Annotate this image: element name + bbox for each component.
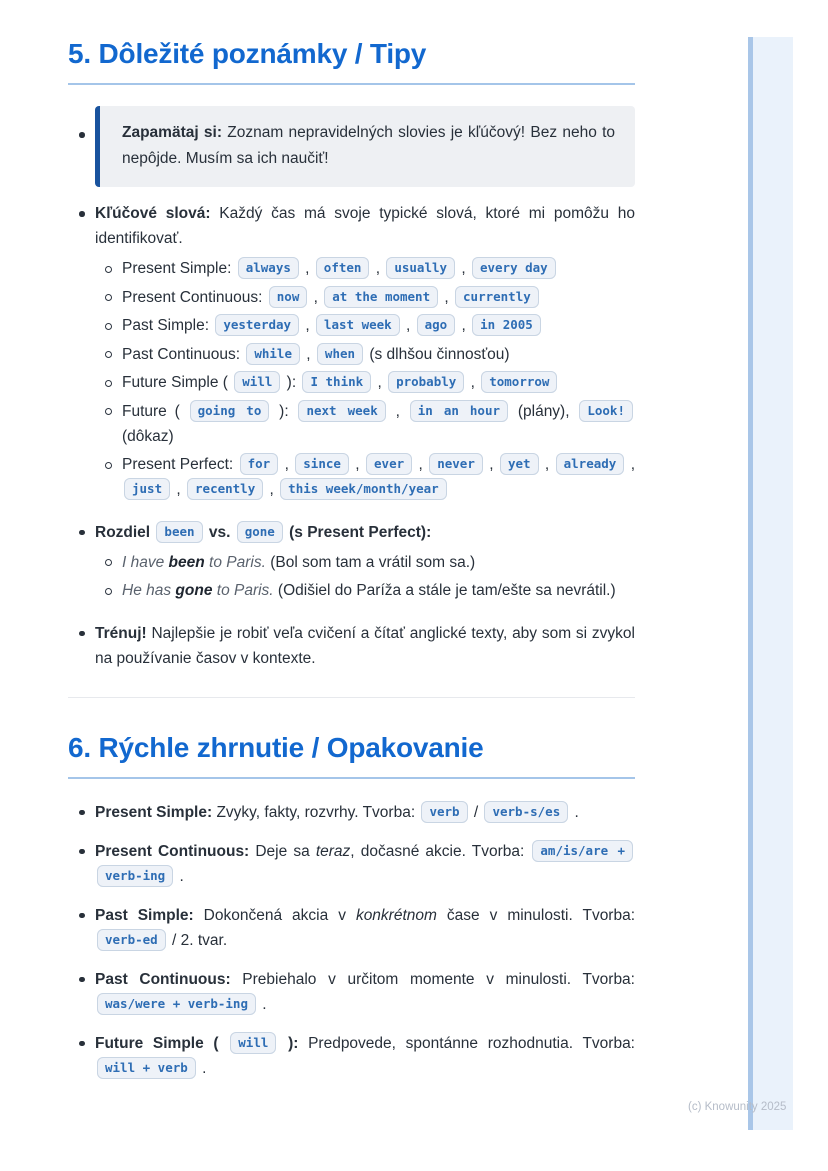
text-run: ): [282, 374, 301, 392]
text-run: Kľúčové slová: [95, 205, 211, 223]
text-run: Past Simple: [95, 906, 194, 924]
text-run: / [469, 803, 483, 821]
callout-list-item [68, 106, 635, 187]
sub-list-item-text [122, 550, 635, 575]
text-run: (dôkaz) [122, 427, 174, 445]
sub-list-item-text [122, 313, 635, 338]
code-chip: will [234, 371, 280, 393]
sub-list [95, 256, 635, 502]
text-run: , [302, 345, 315, 363]
text-run: gone [175, 582, 213, 600]
section-important-notes [68, 38, 635, 671]
text-run: , [626, 456, 636, 474]
text-run: konkrétnom [355, 906, 437, 924]
text-run: Prebiehalo v určitom momente v minulosti. Tvorba: [230, 970, 635, 988]
text-run: , [371, 260, 385, 278]
circle-bullet-marker [95, 285, 122, 310]
sub-list-item-content [122, 285, 635, 310]
text-run: , [401, 317, 415, 335]
code-chip: every day [472, 257, 556, 279]
disc-bullet-marker [68, 839, 95, 889]
text-run: , [350, 456, 365, 474]
bullet-dot [79, 631, 85, 637]
code-chip: verb [421, 801, 467, 823]
sub-list-item-content [122, 399, 635, 449]
bullet-dot [105, 323, 112, 330]
copyright-footer: (c) Knowunity 2025 [688, 1101, 787, 1113]
section-divider [68, 697, 635, 698]
text-run: , [540, 456, 554, 474]
code-chip: yesterday [215, 314, 299, 336]
code-chip: tomorrow [481, 371, 557, 393]
code-chip: currently [455, 286, 539, 308]
bullet-dot [105, 588, 112, 595]
disc-bullet-marker [68, 967, 95, 1017]
bullet-dot [79, 810, 85, 816]
disc-bullet-marker [68, 106, 95, 187]
text-run: (s dlhšou činnosťou) [365, 345, 510, 363]
code-chip: while [246, 343, 300, 365]
document-content [68, 0, 635, 1095]
text-run: Present Perfect: [122, 456, 238, 474]
text-run: , [373, 374, 387, 392]
sub-list-item [95, 256, 635, 281]
text-run: Zvyky, fakty, rozvrhy. Tvorba: [212, 803, 420, 821]
disc-bullet-marker [68, 1031, 95, 1081]
list-item-text [95, 967, 635, 1017]
code-chip: just [124, 478, 170, 500]
text-run: , [457, 317, 471, 335]
text-run: Dokončená akcia v [193, 906, 356, 924]
text-run: , [309, 288, 323, 306]
code-chip: ago [417, 314, 456, 336]
sub-list-item [95, 370, 635, 395]
text-run: Future Simple ( [95, 1034, 219, 1052]
bullet-dot [79, 132, 85, 138]
text-run: . [197, 1059, 207, 1077]
sub-list-item [95, 399, 635, 449]
code-chip: since [295, 453, 349, 475]
text-run: (Bol som tam a vrátil som sa.) [265, 553, 476, 571]
text-run: Present Continuous: [95, 842, 250, 860]
bullet-dot [105, 559, 112, 566]
text-run: Zoznam nepravidelných slovies je kľúčový! Bez neho to nepôjde. Musím sa ich naučiť! [122, 124, 616, 168]
sub-list-item-text [122, 370, 635, 395]
text-run: , [440, 288, 454, 306]
text-run: . [175, 867, 184, 885]
text-run: Každý čas má svoje typické slová, ktoré mi pomôžu ho identifikovať. [95, 205, 635, 248]
text-run: vs. [204, 523, 235, 541]
section-quick-summary [68, 732, 635, 1081]
code-chip: I think [302, 371, 371, 393]
text-run: Predpovede, spontánne rozhodnutia. Tvorba: [298, 1034, 635, 1052]
list-item-text [95, 201, 635, 251]
heading-underline [68, 777, 635, 779]
text-run: , [457, 260, 470, 278]
list-item-text [95, 621, 635, 671]
circle-bullet-marker [95, 578, 122, 603]
circle-bullet-marker [95, 370, 122, 395]
text-run: teraz [315, 842, 351, 860]
circle-bullet-marker [95, 313, 122, 338]
list-item-content [95, 106, 635, 187]
code-chip: verb-ed [97, 929, 166, 951]
text-run: , [265, 481, 279, 499]
list-item [68, 621, 635, 671]
code-chip: last week [316, 314, 400, 336]
code-chip: usually [386, 257, 455, 279]
sub-list-item [95, 550, 635, 575]
code-chip: next week [298, 400, 385, 422]
sub-list-item [95, 452, 635, 502]
list-item [68, 903, 635, 953]
text-run: . [570, 803, 579, 821]
text-run: Rozdiel [95, 523, 155, 541]
text-run: Future Simple ( [122, 374, 233, 392]
text-run: Trénuj! [95, 624, 147, 642]
sub-list-item [95, 342, 635, 367]
text-run: Present Simple: [95, 803, 213, 821]
list-item-content [95, 621, 635, 671]
text-run: (Odišiel do Paríža a stále je tam/ešte sa nevrátil.) [273, 582, 616, 600]
disc-bullet-marker [68, 520, 95, 607]
bullet-dot [105, 408, 112, 415]
sub-list-item [95, 285, 635, 310]
circle-bullet-marker [95, 399, 122, 449]
text-run: , [300, 260, 314, 278]
code-chip: going to [190, 400, 270, 422]
text-run: (s Present Perfect): [284, 523, 432, 541]
disc-bullet-marker [68, 903, 95, 953]
list-item [68, 839, 635, 889]
code-chip: am/is/are + verb-ing [97, 840, 633, 887]
section-5-title: 5. Dôležité poznámky / Tipy [68, 38, 427, 69]
list-item-content [95, 839, 635, 889]
bullet-dot [105, 351, 112, 358]
text-run: Present Simple: [122, 260, 236, 278]
text-run: , [301, 317, 314, 335]
text-run: Zapamätaj si: [122, 124, 223, 142]
sub-list [95, 550, 635, 604]
code-chip: gone [237, 521, 283, 543]
sub-list-item-content [122, 550, 635, 575]
text-run: (plány), [510, 402, 578, 420]
text-run: , [387, 402, 408, 420]
text-run: Deje sa [249, 842, 316, 860]
sub-list-item-text [122, 578, 635, 603]
bullet-dot [105, 294, 112, 301]
sub-list-item-content [122, 452, 635, 502]
bullet-dot [105, 380, 112, 387]
list-item-text [95, 520, 635, 545]
text-run: / 2. tvar. [167, 931, 228, 949]
code-chip: was/were + verb-ing [97, 993, 256, 1015]
code-chip: verb-s/es [484, 801, 568, 823]
text-run: He has [122, 582, 176, 600]
list-item-content [95, 520, 635, 607]
sub-list-item-text [122, 399, 635, 449]
bullet-dot [105, 462, 112, 469]
text-run: . [258, 995, 267, 1013]
section-6-title: 6. Rýchle zhrnutie / Opakovanie [68, 731, 484, 763]
sub-list-item-text [122, 342, 635, 367]
list-item-text [95, 800, 635, 825]
code-chip: yet [500, 453, 539, 475]
text-run: Najlepšie je robiť veľa cvičení a čítať anglické texty, aby som si zvykol na používanie časov v kontexte. [95, 624, 635, 667]
code-chip: often [316, 257, 370, 279]
text-run: been [168, 553, 205, 571]
bullet-dot [79, 913, 85, 919]
sub-list-item-content [122, 256, 635, 281]
callout-text [122, 120, 615, 172]
text-run: Past Continuous: [95, 970, 231, 988]
text-run: , [484, 456, 498, 474]
next-page-edge [748, 37, 793, 1130]
text-run: , [414, 456, 428, 474]
list-item-text [95, 903, 635, 953]
code-chip: for [240, 453, 279, 475]
list-item-text [95, 839, 635, 889]
bullet-dot [79, 977, 85, 983]
text-run: ): [288, 1034, 299, 1052]
disc-bullet-marker [68, 621, 95, 671]
sub-list-item-content [122, 578, 635, 603]
code-chip: will [230, 1032, 276, 1054]
list-item [68, 201, 635, 506]
heading-underline [68, 83, 635, 85]
text-run [219, 1035, 229, 1052]
code-chip: this week/month/year [280, 478, 447, 500]
text-run: , [280, 456, 294, 474]
text-run: to Paris. [204, 553, 266, 571]
list-item [68, 1031, 635, 1081]
text-run: , [466, 374, 480, 392]
bullet-dot [79, 530, 85, 536]
code-chip: never [429, 453, 483, 475]
code-chip: always [238, 257, 299, 279]
code-chip: in 2005 [472, 314, 541, 336]
sub-list-item [95, 313, 635, 338]
code-chip: recently [187, 478, 263, 500]
bullet-dot [105, 266, 112, 273]
list-item [68, 967, 635, 1017]
text-run: ): [271, 402, 297, 420]
callout-box [95, 106, 635, 187]
code-chip: already [556, 453, 625, 475]
bullet-dot [79, 211, 85, 217]
bullet-dot [79, 849, 85, 855]
sub-list-item-content [122, 342, 635, 367]
code-chip: will + verb [97, 1057, 196, 1079]
section-5-body [68, 106, 635, 671]
code-chip: in an hour [410, 400, 508, 422]
text-run: čase v minulosti. Tvorba: [436, 906, 636, 924]
bullet-dot [79, 1041, 85, 1047]
code-chip: probably [388, 371, 464, 393]
sub-list-item-text [122, 256, 635, 281]
code-chip: ever [366, 453, 412, 475]
disc-bullet-marker [68, 800, 95, 825]
list-item-text [95, 1031, 635, 1081]
text-run [278, 1035, 288, 1052]
circle-bullet-marker [95, 452, 122, 502]
code-chip: now [269, 286, 308, 308]
text-run: Past Simple: [122, 317, 214, 335]
list-item [68, 520, 635, 607]
text-run: I have [122, 553, 169, 571]
sub-list-item-text [122, 285, 635, 310]
sub-list-item-text [122, 452, 635, 502]
code-chip: Look! [579, 400, 633, 422]
list-item-content [95, 967, 635, 1017]
text-run: Present Continuous: [122, 288, 267, 306]
circle-bullet-marker [95, 342, 122, 367]
section-6-body [68, 800, 635, 1081]
text-run: , dočasné akcie. Tvorba: [350, 842, 531, 860]
circle-bullet-marker [95, 256, 122, 281]
text-run: Past Continuous: [122, 345, 245, 363]
circle-bullet-marker [95, 550, 122, 575]
text-run: to Paris. [212, 582, 274, 600]
code-chip: been [156, 521, 202, 543]
sub-list-item-content [122, 313, 635, 338]
text-run: , [172, 481, 186, 499]
text-run: Future ( [122, 402, 188, 420]
list-item-content [95, 1031, 635, 1081]
list-item [68, 800, 635, 825]
code-chip: when [317, 343, 363, 365]
sub-list-item [95, 578, 635, 603]
list-item-content [95, 800, 635, 825]
code-chip: at the moment [324, 286, 438, 308]
list-item-content [95, 201, 635, 506]
disc-bullet-marker [68, 201, 95, 506]
list-item-content [95, 903, 635, 953]
sub-list-item-content [122, 370, 635, 395]
